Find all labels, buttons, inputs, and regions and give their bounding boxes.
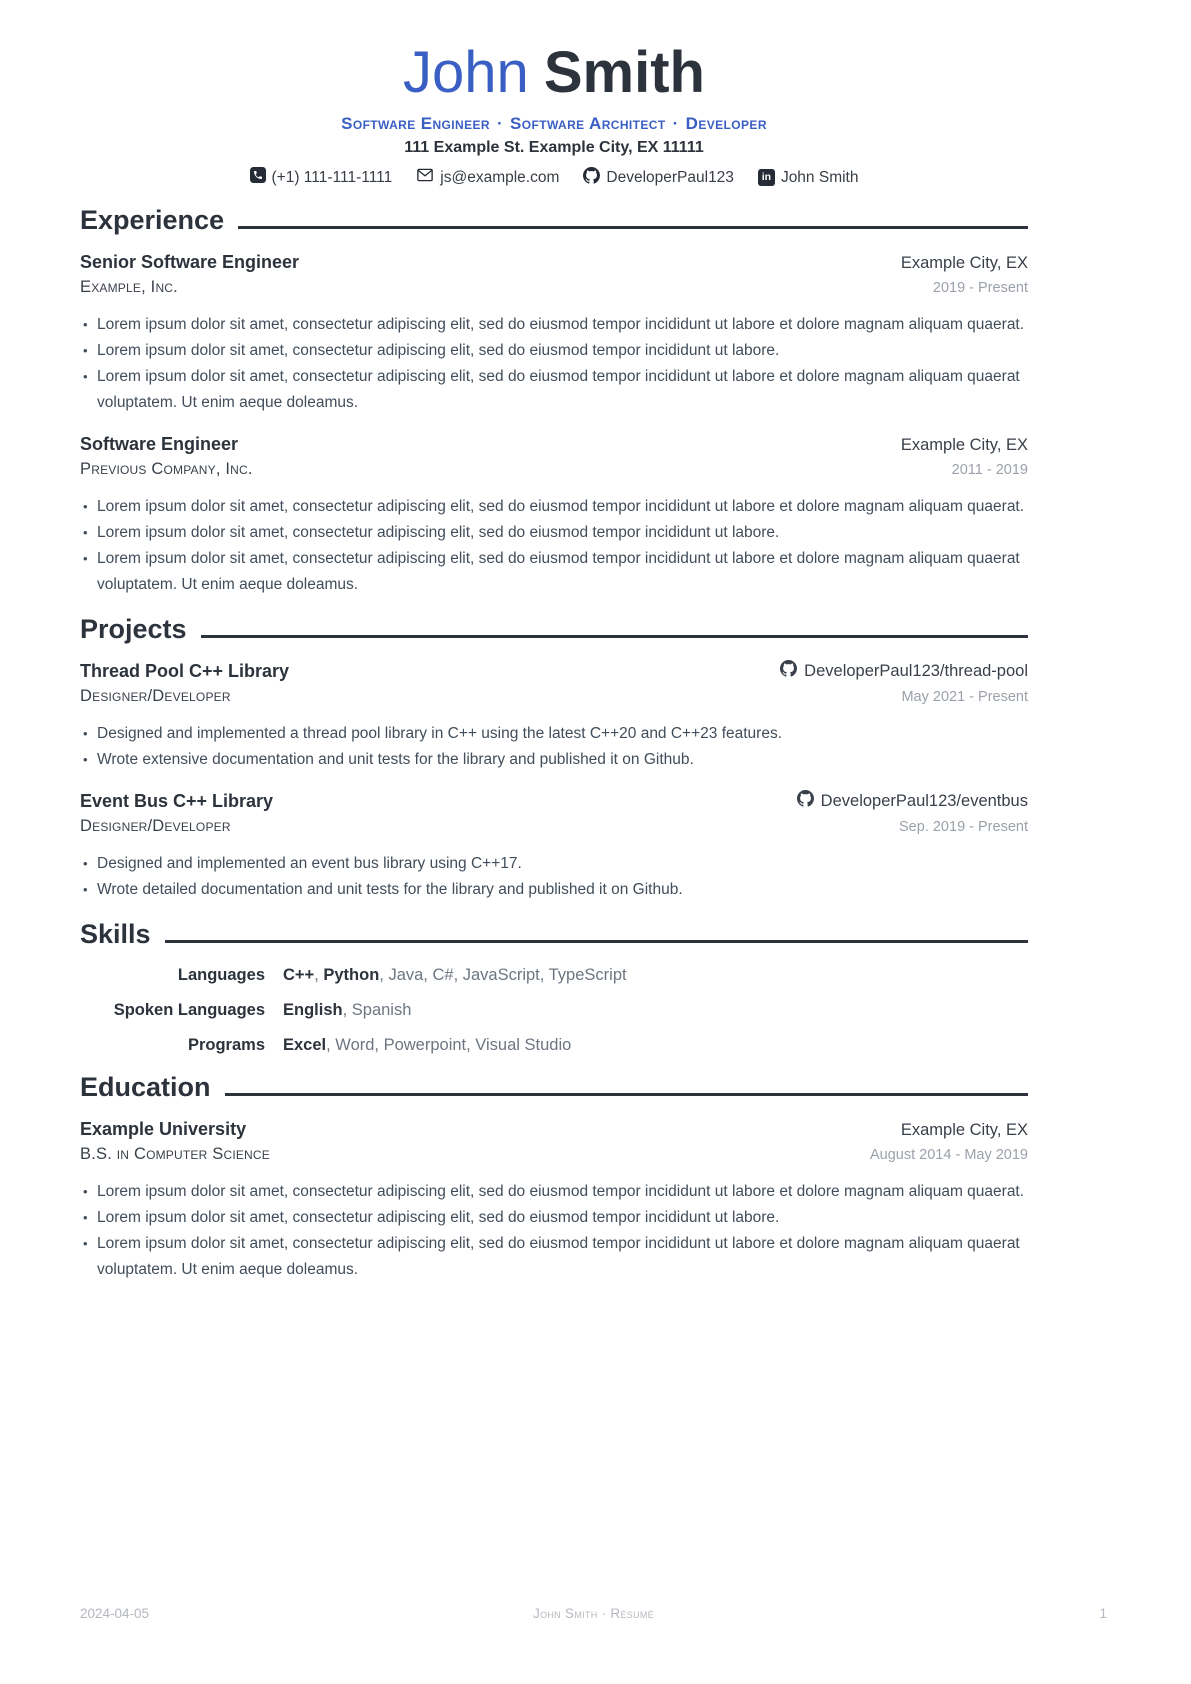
github-icon	[797, 790, 814, 812]
skill-values	[283, 999, 411, 1021]
skill-row	[80, 999, 1028, 1021]
tagline-separator: ·	[672, 114, 679, 133]
bullet-item: • Lorem ipsum dolor sit amet, consectetur adipiscing elit, sed do eiusmod tempor incididunt ut labore et dolore magnam aliquam quaerat.	[80, 494, 1028, 520]
contact-email[interactable]	[416, 166, 559, 189]
job-bullets	[80, 312, 1028, 416]
skill-item-strong: Excel	[283, 1036, 327, 1054]
tagline-item: Software Engineer	[341, 114, 490, 133]
project-dates: May 2021 - Present	[901, 689, 1028, 705]
section-title: Skills	[80, 919, 151, 949]
skill-category: Languages	[177, 966, 265, 984]
skill-row	[80, 964, 1028, 986]
address-line: 111 Example St. Example City, EX 11111	[404, 139, 704, 156]
section-title: Projects	[80, 614, 187, 644]
tagline-item: Developer	[685, 114, 767, 133]
project-title: Event Bus C++ Library	[80, 791, 274, 811]
bullet-item: • Lorem ipsum dolor sit amet, consectetur adipiscing elit, sed do eiusmod tempor incididunt ut labore.	[80, 520, 1028, 546]
email-icon	[416, 166, 434, 189]
project-repo-link[interactable]	[780, 660, 1028, 682]
last-name: Smith	[543, 40, 705, 105]
bullet-item: • Lorem ipsum dolor sit amet, consectetur adipiscing elit, sed do eiusmod tempor incididunt ut labore et dolore magnam aliquam quaerat.	[80, 312, 1028, 338]
experience-entry	[80, 432, 1028, 598]
education-bullets	[80, 1179, 1028, 1283]
skill-item-strong: C++	[283, 966, 315, 984]
company-name: Previous Company, Inc.	[80, 460, 253, 478]
bullet-item: • Designed and implemented an event bus library using C++17.	[80, 851, 1028, 877]
section-heading	[80, 918, 1028, 950]
section-heading	[80, 1071, 1028, 1103]
bullet-item: • Lorem ipsum dolor sit amet, consectetur adipiscing elit, sed do eiusmod tempor incididunt ut labore et dolore magnam aliquam quaerat voluptatem. Ut enim aeque doleamus.	[80, 364, 1028, 416]
project-title: Thread Pool C++ Library	[80, 661, 290, 681]
job-title: Software Engineer	[80, 434, 239, 454]
first-name: John	[403, 40, 529, 105]
skills-section	[80, 918, 1028, 1056]
contact-row	[80, 166, 1028, 189]
page-footer	[80, 1606, 1107, 1621]
linkedin-icon	[758, 169, 775, 186]
project-role: Designer/Developer	[80, 817, 231, 835]
section-rule	[238, 226, 1028, 229]
tagline	[80, 114, 1028, 134]
skill-items: , Java, C#, JavaScript, TypeScript	[379, 966, 627, 984]
school-name: Example University	[80, 1119, 247, 1139]
skill-row	[80, 1034, 1028, 1056]
project-bullets	[80, 851, 1028, 903]
phone-icon	[250, 167, 266, 188]
bullet-item: • Lorem ipsum dolor sit amet, consectetur adipiscing elit, sed do eiusmod tempor incididunt ut labore et dolore magnam aliquam quaerat voluptatem. Ut enim aeque doleamus.	[80, 1231, 1028, 1283]
skill-separator: ,	[314, 966, 324, 984]
job-location: Example City, EX	[900, 254, 1028, 272]
project-entry	[80, 789, 1028, 903]
skill-category: Programs	[187, 1036, 265, 1054]
skill-category: Spoken Languages	[113, 1001, 265, 1019]
job-location: Example City, EX	[900, 436, 1028, 454]
skill-values	[283, 964, 627, 986]
footer-date: 2024-04-05	[80, 1606, 150, 1621]
contact-phone[interactable]	[250, 167, 393, 188]
job-title: Senior Software Engineer	[80, 252, 300, 272]
section-heading	[80, 204, 1028, 236]
project-dates: Sep. 2019 - Present	[899, 819, 1028, 835]
email-address: js@example.com	[440, 168, 560, 186]
job-dates: 2011 - 2019	[951, 462, 1028, 478]
job-bullets	[80, 494, 1028, 598]
skill-item-strong: English	[283, 1001, 343, 1019]
experience-section	[80, 204, 1028, 598]
skill-items: , Word, Powerpoint, Visual Studio	[326, 1036, 572, 1054]
company-name: Example, Inc.	[80, 278, 178, 296]
section-rule	[225, 1093, 1028, 1096]
experience-entry	[80, 250, 1028, 416]
contact-github[interactable]	[583, 167, 734, 189]
education-entry	[80, 1117, 1028, 1283]
footer-title: John Smith · Résumé	[533, 1606, 654, 1621]
bullet-item: • Lorem ipsum dolor sit amet, consectetur adipiscing elit, sed do eiusmod tempor incididunt ut labore et dolore magnam aliquam quaerat voluptatem. Ut enim aeque doleamus.	[80, 546, 1028, 598]
project-entry	[80, 659, 1028, 773]
resume-header	[80, 36, 1028, 189]
tagline-item: Software Architect	[510, 114, 666, 133]
projects-section	[80, 613, 1028, 903]
section-rule	[201, 635, 1028, 638]
bullet-item: • Wrote detailed documentation and unit tests for the library and published it on Github.	[80, 877, 1028, 903]
project-repo-link[interactable]	[797, 790, 1028, 812]
skill-values	[283, 1034, 571, 1056]
full-name	[80, 42, 1028, 104]
repo-name: DeveloperPaul123/thread-pool	[804, 661, 1028, 680]
github-icon	[780, 660, 797, 682]
footer-page-number: 1	[1099, 1606, 1107, 1621]
repo-name: DeveloperPaul123/eventbus	[820, 791, 1028, 810]
project-bullets	[80, 721, 1028, 773]
section-title: Experience	[80, 205, 225, 235]
contact-linkedin[interactable]	[758, 169, 859, 187]
school-location: Example City, EX	[900, 1121, 1028, 1139]
education-section	[80, 1071, 1028, 1283]
bullet-item: • Lorem ipsum dolor sit amet, consectetur adipiscing elit, sed do eiusmod tempor incididunt ut labore.	[80, 1205, 1028, 1231]
section-heading	[80, 613, 1028, 645]
bullet-item: • Wrote extensive documentation and unit tests for the library and published it on Github.	[80, 747, 1028, 773]
linkedin-name: John Smith	[780, 168, 859, 186]
bullet-item: • Lorem ipsum dolor sit amet, consectetur adipiscing elit, sed do eiusmod tempor incididunt ut labore et dolore magnam aliquam quaerat.	[80, 1179, 1028, 1205]
github-icon	[583, 167, 600, 189]
bullet-item: • Designed and implemented a thread pool library in C++ using the latest C++20 and C++23 features.	[80, 721, 1028, 747]
bullet-item: • Lorem ipsum dolor sit amet, consectetur adipiscing elit, sed do eiusmod tempor incididunt ut labore.	[80, 338, 1028, 364]
phone-number: (+1) 111-111-1111	[271, 168, 393, 186]
tagline-separator: ·	[496, 114, 504, 133]
job-dates: 2019 - Present	[932, 280, 1028, 296]
skill-items: , Spanish	[342, 1001, 412, 1019]
section-title: Education	[80, 1072, 211, 1102]
project-role: Designer/Developer	[80, 687, 231, 705]
education-dates: August 2014 - May 2019	[870, 1147, 1028, 1163]
section-rule	[165, 940, 1028, 943]
skill-item-strong: Python	[323, 966, 380, 984]
degree-name: B.S. in Computer Science	[80, 1145, 270, 1163]
github-handle: DeveloperPaul123	[606, 168, 734, 186]
